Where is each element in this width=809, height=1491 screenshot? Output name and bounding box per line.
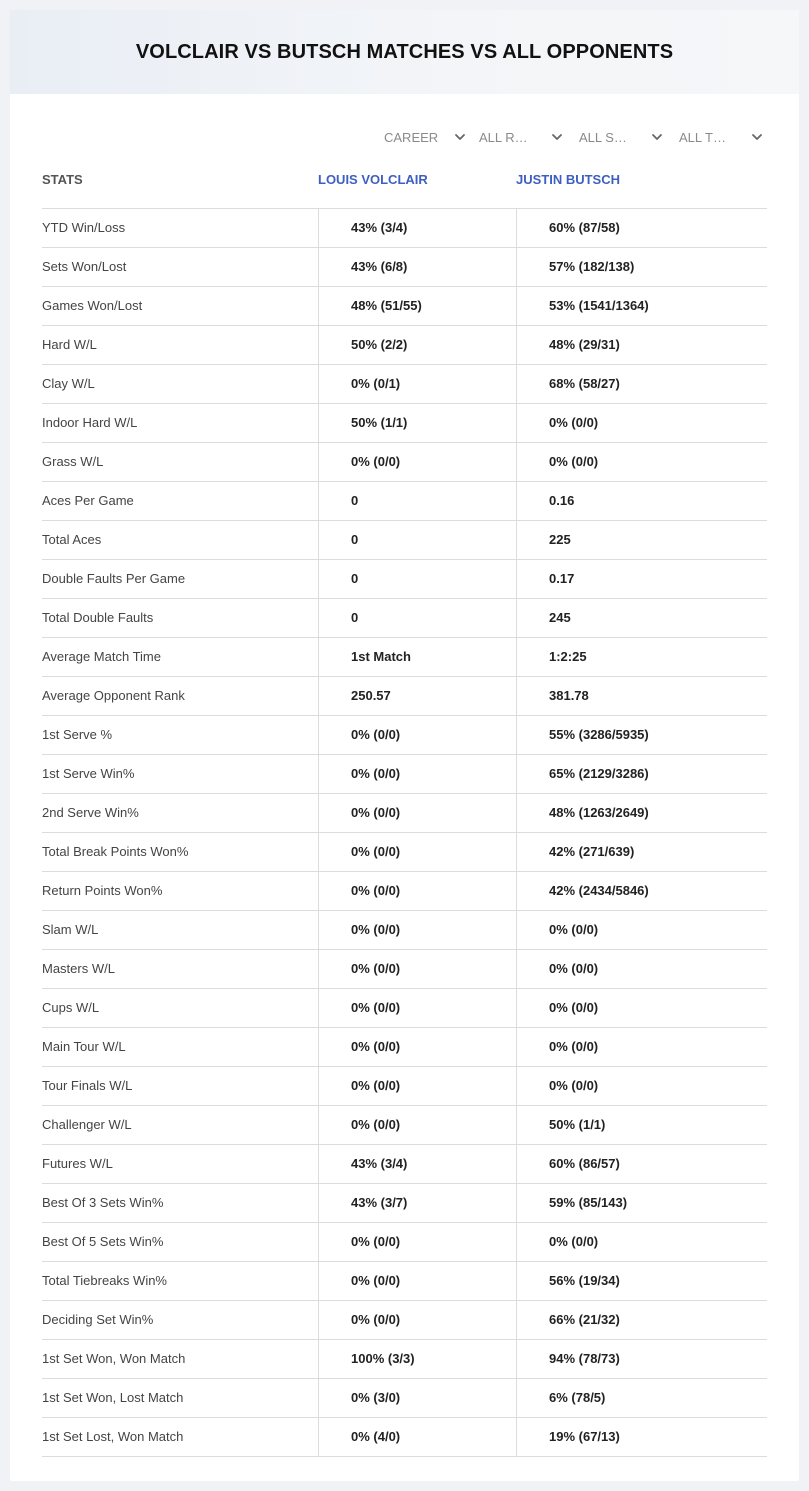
- stat-label: Total Tiebreaks Win%: [42, 1273, 167, 1288]
- stat-label: 1st Set Lost, Won Match: [42, 1429, 184, 1444]
- stats-table: [42, 208, 767, 1457]
- player1-stat-value: 0% (0/0): [318, 443, 516, 481]
- stat-label: Aces Per Game: [42, 493, 134, 508]
- player1-stat-value: 43% (6/8): [318, 248, 516, 286]
- stats-column-header: STATS: [42, 172, 83, 187]
- stat-label: Total Double Faults: [42, 610, 154, 625]
- player2-stat-value: 19% (67/13): [516, 1418, 767, 1456]
- filter-rounds-select[interactable]: [479, 126, 565, 148]
- player2-stat-value: 53% (1541/1364): [516, 287, 767, 325]
- player2-stat-value: 65% (2129/3286): [516, 755, 767, 793]
- player2-stat-value: 42% (2434/5846): [516, 872, 767, 910]
- table-row: [42, 482, 767, 521]
- table-row: [42, 872, 767, 911]
- table-row: [42, 716, 767, 755]
- table-row: [42, 1301, 767, 1340]
- stat-label: Average Opponent Rank: [42, 688, 185, 703]
- player1-stat-value: 0% (0/0): [318, 950, 516, 988]
- player1-stat-value: 43% (3/4): [318, 209, 516, 247]
- table-row: [42, 599, 767, 638]
- stats-card: [10, 10, 799, 1481]
- table-row: [42, 1145, 767, 1184]
- player2-stat-value: 0% (0/0): [516, 989, 767, 1027]
- player1-stat-value: 0% (0/0): [318, 1106, 516, 1144]
- table-row: [42, 443, 767, 482]
- filter-tournaments-select[interactable]: [679, 126, 765, 148]
- player2-column-header[interactable]: JUSTIN BUTSCH: [516, 172, 621, 187]
- player1-stat-value: 0% (0/0): [318, 911, 516, 949]
- player1-stat-value: 0: [318, 482, 516, 520]
- player1-stat-value: 0% (0/0): [318, 794, 516, 832]
- player1-stat-value: 0: [318, 560, 516, 598]
- stat-label: Clay W/L: [42, 376, 95, 391]
- player2-stat-value: 48% (1263/2649): [516, 794, 767, 832]
- stat-label: Slam W/L: [42, 922, 99, 937]
- player1-stat-value: 50% (1/1): [318, 404, 516, 442]
- player1-stat-value: 0: [318, 599, 516, 637]
- stat-label: Return Points Won%: [42, 883, 163, 898]
- player2-stat-value: 68% (58/27): [516, 365, 767, 403]
- player2-stat-value: 94% (78/73): [516, 1340, 767, 1378]
- player1-stat-value: 0% (0/0): [318, 716, 516, 754]
- player2-stat-value: 0% (0/0): [516, 1028, 767, 1066]
- player1-stat-value: 0: [318, 521, 516, 559]
- table-row: [42, 287, 767, 326]
- table-row: [42, 950, 767, 989]
- stat-label: Challenger W/L: [42, 1117, 132, 1132]
- player1-stat-value: 0% (0/0): [318, 1262, 516, 1300]
- player2-stat-value: 0.17: [516, 560, 767, 598]
- player2-stat-value: 0% (0/0): [516, 1067, 767, 1105]
- page-title: VOLCLAIR VS BUTSCH MATCHES VS ALL OPPONENTS: [135, 40, 674, 63]
- stat-label: Double Faults Per Game: [42, 571, 186, 586]
- player1-stat-value: 0% (0/0): [318, 1301, 516, 1339]
- player2-stat-value: 0% (0/0): [516, 404, 767, 442]
- stat-label: Games Won/Lost: [42, 298, 143, 313]
- player1-column-header[interactable]: LOUIS VOLCLAIR: [318, 172, 428, 187]
- table-row: [42, 1184, 767, 1223]
- table-row: [42, 833, 767, 872]
- player2-stat-value: 66% (21/32): [516, 1301, 767, 1339]
- table-row: [42, 248, 767, 287]
- stat-label: Cups W/L: [42, 1000, 100, 1015]
- table-row: [42, 794, 767, 833]
- table-row: [42, 521, 767, 560]
- stat-label: YTD Win/Loss: [42, 220, 126, 235]
- player2-stat-value: 0% (0/0): [516, 1223, 767, 1261]
- stat-label: Total Aces: [42, 532, 102, 547]
- filter-bar: [10, 126, 799, 148]
- table-row: [42, 989, 767, 1028]
- player1-stat-value: 43% (3/7): [318, 1184, 516, 1222]
- table-row: [42, 638, 767, 677]
- table-row: [42, 1262, 767, 1301]
- player1-stat-value: 250.57: [318, 677, 516, 715]
- player1-stat-value: 0% (3/0): [318, 1379, 516, 1417]
- table-row: [42, 1067, 767, 1106]
- table-row: [42, 560, 767, 599]
- player2-stat-value: 56% (19/34): [516, 1262, 767, 1300]
- table-row: [42, 209, 767, 248]
- player1-stat-value: 50% (2/2): [318, 326, 516, 364]
- player2-stat-value: 55% (3286/5935): [516, 716, 767, 754]
- player2-stat-value: 0% (0/0): [516, 911, 767, 949]
- table-row: [42, 677, 767, 716]
- table-row: [42, 404, 767, 443]
- table-row: [42, 1106, 767, 1145]
- filter-label: CAREER: [384, 129, 439, 145]
- stat-label: 1st Serve Win%: [42, 766, 135, 781]
- player2-stat-value: 245: [516, 599, 767, 637]
- stat-label: 1st Set Won, Lost Match: [42, 1390, 184, 1405]
- player1-stat-value: 100% (3/3): [318, 1340, 516, 1378]
- stat-label: Hard W/L: [42, 337, 97, 352]
- player1-stat-value: 0% (0/0): [318, 833, 516, 871]
- player1-stat-value: 0% (0/0): [318, 872, 516, 910]
- table-row: [42, 326, 767, 365]
- player1-stat-value: 0% (0/0): [318, 989, 516, 1027]
- chevron-down-icon: [749, 129, 765, 145]
- player1-stat-value: 48% (51/55): [318, 287, 516, 325]
- table-row: [42, 1418, 767, 1457]
- chevron-down-icon: [649, 129, 665, 145]
- stat-label: 1st Serve %: [42, 727, 113, 742]
- player2-stat-value: 0.16: [516, 482, 767, 520]
- page-header: [10, 10, 799, 94]
- player1-stat-value: 0% (0/1): [318, 365, 516, 403]
- stat-label: Best Of 3 Sets Win%: [42, 1195, 164, 1210]
- player2-stat-value: 1:2:25: [516, 638, 767, 676]
- player2-stat-value: 60% (86/57): [516, 1145, 767, 1183]
- filter-surfaces-select[interactable]: [579, 126, 665, 148]
- stat-label: Main Tour W/L: [42, 1039, 126, 1054]
- stat-label: Tour Finals W/L: [42, 1078, 133, 1093]
- player2-stat-value: 0% (0/0): [516, 443, 767, 481]
- player1-stat-value: 0% (0/0): [318, 1028, 516, 1066]
- player1-stat-value: 0% (0/0): [318, 755, 516, 793]
- player2-stat-value: 48% (29/31): [516, 326, 767, 364]
- stat-label: 2nd Serve Win%: [42, 805, 139, 820]
- filter-label: ALL R…: [479, 129, 528, 145]
- chevron-down-icon: [452, 129, 468, 145]
- stat-label: Average Match Time: [42, 649, 161, 664]
- stat-label: Deciding Set Win%: [42, 1312, 154, 1327]
- filter-label: ALL S…: [579, 129, 627, 145]
- table-row: [42, 1340, 767, 1379]
- player2-stat-value: 42% (271/639): [516, 833, 767, 871]
- table-row: [42, 755, 767, 794]
- player2-stat-value: 59% (85/143): [516, 1184, 767, 1222]
- chevron-down-icon: [549, 129, 565, 145]
- table-row: [42, 1223, 767, 1262]
- player2-stat-value: 60% (87/58): [516, 209, 767, 247]
- stat-label: Indoor Hard W/L: [42, 415, 138, 430]
- stat-label: Grass W/L: [42, 454, 104, 469]
- filter-career-select[interactable]: [384, 126, 464, 148]
- stat-label: Masters W/L: [42, 961, 115, 976]
- player1-stat-value: 1st Match: [318, 638, 516, 676]
- player2-stat-value: 0% (0/0): [516, 950, 767, 988]
- player1-stat-value: 0% (0/0): [318, 1223, 516, 1261]
- table-row: [42, 911, 767, 950]
- player1-stat-value: 0% (4/0): [318, 1418, 516, 1456]
- player1-stat-value: 43% (3/4): [318, 1145, 516, 1183]
- player2-stat-value: 225: [516, 521, 767, 559]
- filter-label: ALL T…: [679, 129, 726, 145]
- player2-stat-value: 57% (182/138): [516, 248, 767, 286]
- stat-label: Sets Won/Lost: [42, 259, 127, 274]
- table-row: [42, 1028, 767, 1067]
- player2-stat-value: 50% (1/1): [516, 1106, 767, 1144]
- stat-label: Total Break Points Won%: [42, 844, 189, 859]
- player1-stat-value: 0% (0/0): [318, 1067, 516, 1105]
- stat-label: Futures W/L: [42, 1156, 113, 1171]
- table-row: [42, 365, 767, 404]
- player2-stat-value: 381.78: [516, 677, 767, 715]
- stat-label: Best Of 5 Sets Win%: [42, 1234, 164, 1249]
- table-row: [42, 1379, 767, 1418]
- player2-stat-value: 6% (78/5): [516, 1379, 767, 1417]
- stat-label: 1st Set Won, Won Match: [42, 1351, 186, 1366]
